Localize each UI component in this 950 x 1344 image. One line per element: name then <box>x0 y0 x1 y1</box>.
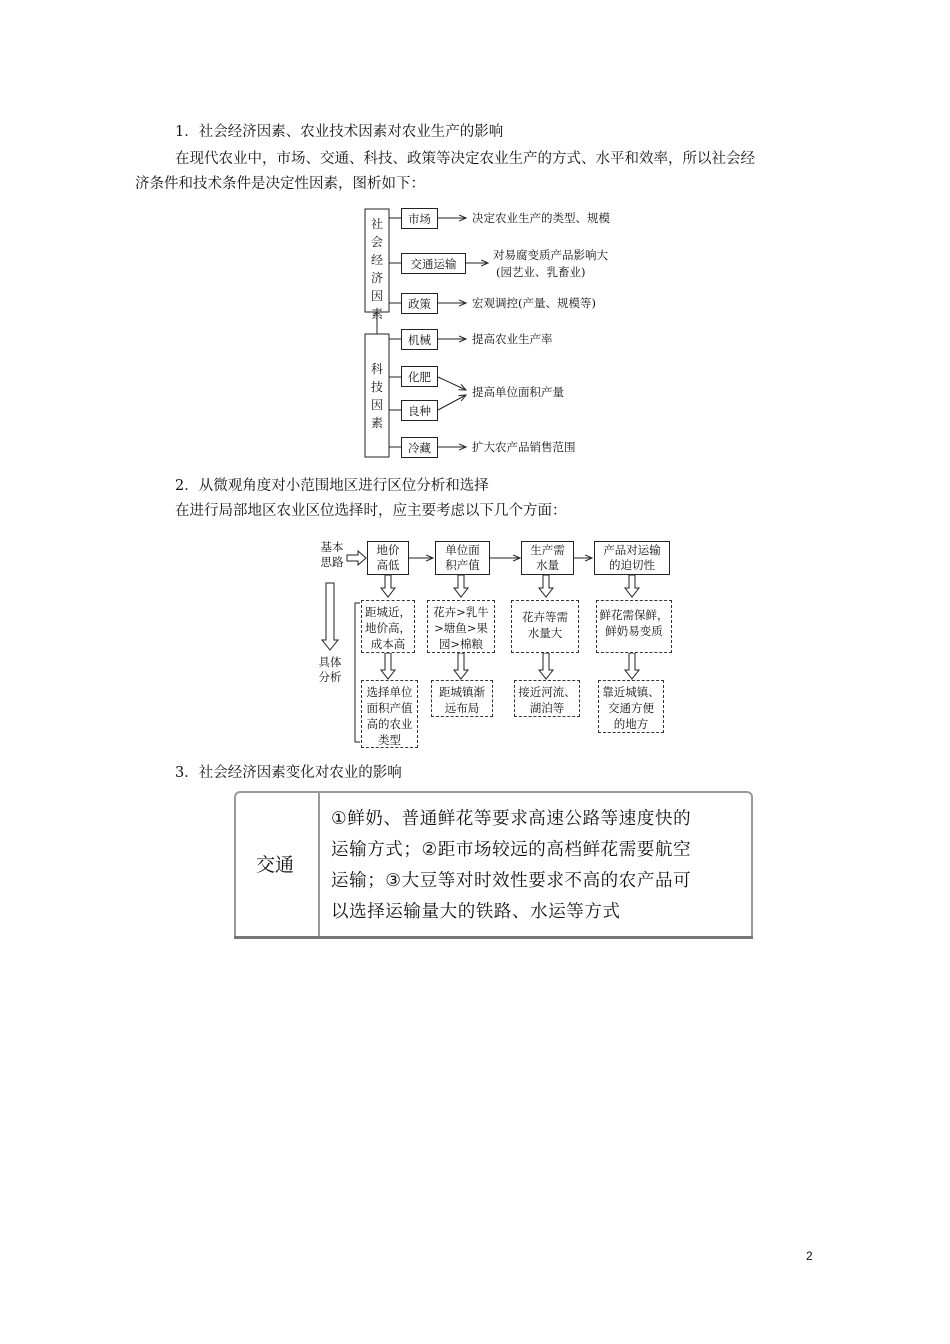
transport-urgency-box <box>594 541 670 575</box>
transport-urgency-analysis <box>596 600 672 653</box>
water-demand-conclusion <box>514 680 580 717</box>
label-char: 素 <box>370 416 383 430</box>
effect-transport-line2: (园艺业、乳畜业) <box>496 265 586 279</box>
box-line: 花卉等需 <box>522 610 568 624</box>
table-row-label: 交通 <box>256 854 295 876</box>
box-line: 地价 <box>376 543 400 557</box>
box-line: 选择单位 <box>366 685 413 699</box>
box-line: 单位面 <box>445 543 480 557</box>
box-line: 水量 <box>536 558 559 572</box>
table-divider <box>318 793 320 937</box>
land-price-conclusion <box>361 680 418 748</box>
effect-transport-line1: 对易腐变质产品影响大 <box>493 248 608 262</box>
factor-refrigeration: 冷藏 <box>401 437 438 458</box>
table-bottom-border <box>234 936 753 939</box>
label-char: 济 <box>370 271 383 285</box>
label-char: 社 <box>370 217 383 231</box>
output-value-analysis <box>427 600 495 653</box>
table-content-line: 以选择运输量大的铁路、水运等方式 <box>331 902 621 922</box>
effect-market: 决定农业生产的类型、规模 <box>472 211 610 225</box>
water-demand-analysis <box>511 600 579 653</box>
label-line: 具体 <box>318 655 342 669</box>
box-line: 地价高， <box>365 621 411 635</box>
factor-seed: 良种 <box>401 400 438 421</box>
factor-fertilizer: 化肥 <box>401 366 438 387</box>
box-line: 高的农业 <box>366 717 413 731</box>
box-line: 的迫切性 <box>609 558 655 572</box>
effect-refrigeration: 扩大农产品销售范围 <box>472 440 576 454</box>
box-line: 生产需 <box>530 543 565 557</box>
label-char: 因 <box>370 289 383 303</box>
box-line: 接近河流、 <box>518 685 576 699</box>
box-line: 积产值 <box>445 558 480 572</box>
output-value-box <box>435 541 490 575</box>
box-line: 距城镇渐 <box>439 685 485 699</box>
land-price-analysis <box>361 600 415 653</box>
water-demand-box <box>521 541 574 575</box>
section1-paragraph-line1: 在现代农业中，市场、交通、科技、政策等决定农业生产的方式、水平和效率，所以社会经 <box>175 151 755 167</box>
box-line: 距城近， <box>365 605 411 619</box>
effect-machinery: 提高农业生产率 <box>472 332 553 346</box>
transport-urgency-conclusion <box>598 680 664 733</box>
box-line: 产品对运输 <box>603 543 661 557</box>
box-line: 花卉>乳牛 <box>433 605 489 619</box>
box-line: 湖泊等 <box>529 701 565 715</box>
label-line: 分析 <box>318 670 342 684</box>
factor-market: 市场 <box>401 208 438 229</box>
box-line: 鲜花需保鲜， <box>599 608 669 622</box>
table-content <box>331 804 691 928</box>
box-line: 水量大 <box>527 626 563 640</box>
box-line: 交通方便 <box>608 701 654 715</box>
factor-transport: 交通运输 <box>401 253 466 274</box>
box-line: 类型 <box>378 733 401 747</box>
label-char: 经 <box>370 253 383 267</box>
land-price-box <box>367 541 409 575</box>
label-char: 技 <box>370 380 383 394</box>
box-line: 靠近城镇、 <box>602 685 660 699</box>
factor-machinery: 机械 <box>401 329 438 350</box>
box-line: 鲜奶易变质 <box>605 624 663 638</box>
table-content-line: ①鲜奶、普通鲜花等要求高速公路等速度快的 <box>331 809 692 829</box>
label-char: 科 <box>370 362 383 376</box>
section2-paragraph: 在进行局部地区农业区位选择时，应主要考虑以下几个方面： <box>175 503 567 519</box>
table-content-line: 运输方式；②距市场较远的高档鲜花需要航空 <box>331 840 692 860</box>
effect-policy: 宏观调控(产量、规模等) <box>472 296 596 310</box>
section1-paragraph-line2: 济条件和技术条件是决定性因素，图析如下： <box>135 176 425 192</box>
box-line: 远布局 <box>444 701 480 715</box>
box-line: >塘鱼>果 <box>434 621 488 635</box>
table-content-line: 运输；③大豆等对时效性要求不高的农产品可 <box>331 871 692 891</box>
specific-analysis-label <box>316 655 344 685</box>
output-value-conclusion <box>431 680 493 717</box>
box-line: 高低 <box>376 558 400 572</box>
section2-heading: 2．从微观角度对小范围地区进行区位分析和选择 <box>175 478 489 494</box>
label-char: 素 <box>370 307 383 321</box>
section1-heading: 1．社会经济因素、农业技术因素对农业生产的影响 <box>175 124 504 140</box>
label-char: 因 <box>370 398 383 412</box>
page-number: 2 <box>806 1249 813 1263</box>
label-line: 思路 <box>320 555 344 569</box>
factor-policy: 政策 <box>401 293 438 314</box>
section3-heading: 3．社会经济因素变化对农业的影响 <box>175 765 402 781</box>
label-char: 会 <box>370 235 383 249</box>
box-line: 面积产值 <box>366 701 413 715</box>
box-line: 的地方 <box>613 717 649 731</box>
box-line: 成本高 <box>370 637 406 651</box>
effect-fertilizer-seed: 提高单位面积产量 <box>472 385 564 399</box>
box-line: 园>棉粮 <box>438 637 484 651</box>
label-line: 基本 <box>320 540 344 554</box>
basic-approach-label <box>318 540 346 570</box>
